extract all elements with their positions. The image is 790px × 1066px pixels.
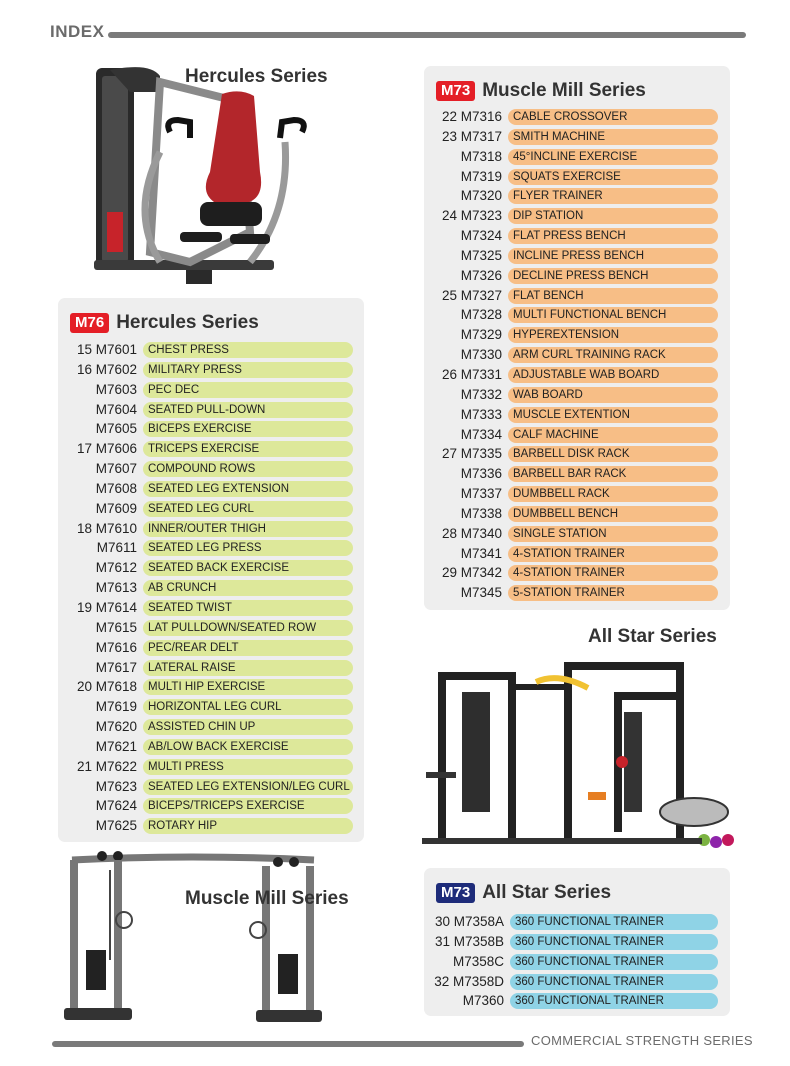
model-number: 20 M7618 (76, 679, 137, 695)
model-number: M7326 (460, 267, 502, 283)
model-number: M7358C (452, 953, 504, 969)
model-number: M7320 (460, 188, 502, 204)
product-name: HORIZONTAL LEG CURL (143, 699, 353, 715)
model-number: M7330 (460, 347, 502, 363)
product-name: FLAT BENCH (508, 288, 718, 304)
list-item (424, 186, 730, 206)
product-name: 5-STATION TRAINER (508, 585, 718, 601)
list-item (58, 499, 364, 519)
model-number: M7617 (95, 659, 137, 675)
product-name: MILITARY PRESS (143, 362, 353, 378)
header-rule (108, 32, 746, 38)
list-item (58, 380, 364, 400)
model-number: M7625 (95, 818, 137, 834)
product-name: 360 FUNCTIONAL TRAINER (510, 954, 718, 970)
product-name: SEATED PULL-DOWN (143, 402, 353, 418)
model-number: M7325 (460, 247, 502, 263)
list-item (58, 360, 364, 380)
list-item (424, 127, 730, 147)
list-item (58, 796, 364, 816)
list-item (58, 400, 364, 420)
product-name: CHEST PRESS (143, 342, 353, 358)
list-item (58, 816, 364, 836)
muscle-mill-product-list (424, 107, 730, 603)
product-name: DECLINE PRESS BENCH (508, 268, 718, 284)
model-number: M7616 (95, 639, 137, 655)
model-number: 27 M7335 (441, 446, 502, 462)
product-name: SEATED LEG CURL (143, 501, 353, 517)
model-number: M7608 (95, 480, 137, 496)
product-name: BICEPS/TRICEPS EXERCISE (143, 798, 353, 814)
product-name: AB/LOW BACK EXERCISE (143, 739, 353, 755)
model-number: M7319 (460, 168, 502, 184)
model-number: M7605 (95, 421, 137, 437)
model-number: 18 M7610 (76, 520, 137, 536)
hercules-series-panel (58, 298, 364, 842)
product-name: FLAT PRESS BENCH (508, 228, 718, 244)
functional-trainer-photo (418, 652, 736, 858)
list-item (424, 972, 730, 992)
series-badge: M73 (436, 883, 475, 903)
list-item (58, 459, 364, 479)
hercules-panel-header (70, 312, 259, 334)
model-number: M7613 (95, 580, 137, 596)
muscle-mill-panel-header (436, 80, 646, 102)
chest-press-machine-photo (90, 62, 308, 292)
model-number: 24 M7323 (441, 208, 502, 224)
product-name: SEATED BACK EXERCISE (143, 560, 353, 576)
index-heading: INDEX (50, 22, 105, 41)
product-name: SINGLE STATION (508, 526, 718, 542)
product-name: COMPOUND ROWS (143, 461, 353, 477)
list-item (424, 464, 730, 484)
model-number: M7609 (95, 500, 137, 516)
list-item (424, 544, 730, 564)
model-number: 16 M7602 (76, 361, 137, 377)
model-number: M7341 (460, 545, 502, 561)
model-number: M7604 (95, 401, 137, 417)
model-number: 29 M7342 (441, 565, 502, 581)
model-number: 30 M7358A (434, 914, 504, 929)
product-name: DUMBBELL RACK (508, 486, 718, 502)
model-number: M7360 (462, 993, 504, 1009)
list-item (58, 538, 364, 558)
product-name: FLYER TRAINER (508, 188, 718, 204)
list-item (58, 757, 364, 777)
list-item (424, 444, 730, 464)
list-item (424, 107, 730, 127)
model-number: M7612 (95, 560, 137, 576)
product-name: HYPEREXTENSION (508, 327, 718, 343)
product-name: ADJUSTABLE WAB BOARD (508, 367, 718, 383)
product-name: PEC/REAR DELT (143, 640, 353, 656)
model-number: 26 M7331 (441, 366, 502, 382)
list-item (58, 558, 364, 578)
model-number: 22 M7316 (441, 109, 502, 124)
footer-title: COMMERCIAL STRENGTH SERIES (531, 1033, 753, 1048)
product-name: INNER/OUTER THIGH (143, 521, 353, 537)
list-item (424, 345, 730, 365)
all-star-series-panel (424, 868, 730, 1016)
product-name: 4-STATION TRAINER (508, 546, 718, 562)
all-star-product-list (424, 912, 730, 1011)
product-name: CALF MACHINE (508, 427, 718, 443)
list-item (58, 638, 364, 658)
product-name: PEC DEC (143, 382, 353, 398)
series-badge: M73 (436, 81, 475, 101)
list-item (424, 246, 730, 266)
list-item (424, 325, 730, 345)
product-name: BARBELL DISK RACK (508, 446, 718, 462)
product-name: AB CRUNCH (143, 580, 353, 596)
list-item (424, 226, 730, 246)
list-item (58, 717, 364, 737)
product-name: 360 FUNCTIONAL TRAINER (510, 993, 718, 1009)
product-name: LATERAL RAISE (143, 660, 353, 676)
footer-rule (52, 1041, 524, 1047)
product-name: DUMBBELL BENCH (508, 506, 718, 522)
product-name: 4-STATION TRAINER (508, 565, 718, 581)
list-item (424, 365, 730, 385)
list-item (424, 405, 730, 425)
product-name: 45°INCLINE EXERCISE (508, 149, 718, 165)
product-name: TRICEPS EXERCISE (143, 441, 353, 457)
product-name: WAB BOARD (508, 387, 718, 403)
series-title: Hercules Series (116, 312, 259, 333)
muscle-mill-photo-title: Muscle Mill Series (185, 888, 349, 909)
model-number: M7318 (460, 148, 502, 164)
product-name: INCLINE PRESS BENCH (508, 248, 718, 264)
model-number: M7324 (460, 228, 502, 244)
model-number: M7621 (95, 738, 137, 754)
product-name: SEATED TWIST (143, 600, 353, 616)
list-item (58, 340, 364, 360)
product-name: MUSCLE EXTENTION (508, 407, 718, 423)
model-number: 19 M7614 (76, 599, 137, 615)
product-name: MULTI PRESS (143, 759, 353, 775)
list-item (424, 167, 730, 187)
list-item (58, 519, 364, 539)
product-name: ASSISTED CHIN UP (143, 719, 353, 735)
list-item (58, 419, 364, 439)
model-number: 28 M7340 (441, 525, 502, 541)
model-number: M7345 (460, 585, 502, 601)
list-item (424, 266, 730, 286)
series-title: Muscle Mill Series (482, 80, 646, 101)
all-star-photo-title: All Star Series (588, 626, 717, 647)
product-name: SEATED LEG EXTENSION (143, 481, 353, 497)
list-item (424, 504, 730, 524)
model-number: 17 M7606 (76, 441, 137, 457)
model-number: M7336 (460, 466, 502, 482)
model-number: M7332 (460, 386, 502, 402)
list-item (424, 912, 730, 932)
product-name: LAT PULLDOWN/SEATED ROW (143, 620, 353, 636)
cable-crossover-photo (62, 850, 324, 1028)
model-number: M7328 (460, 307, 502, 323)
list-item (424, 484, 730, 504)
model-number: M7333 (460, 406, 502, 422)
product-name: SQUATS EXERCISE (508, 169, 718, 185)
list-item (58, 618, 364, 638)
list-item (424, 583, 730, 603)
list-item (424, 385, 730, 405)
hercules-photo-title: Hercules Series (185, 66, 328, 87)
model-number: M7611 (96, 540, 137, 556)
model-number: M7607 (95, 461, 137, 477)
product-name: SEATED LEG EXTENSION/LEG CURL (143, 779, 353, 795)
list-item (424, 932, 730, 952)
product-name: ARM CURL TRAINING RACK (508, 347, 718, 363)
list-item (58, 578, 364, 598)
model-number: 21 M7622 (76, 758, 137, 774)
product-name: BICEPS EXERCISE (143, 421, 353, 437)
model-number: M7620 (95, 719, 137, 735)
list-item (58, 777, 364, 797)
model-number: M7615 (95, 619, 137, 635)
model-number: 25 M7327 (441, 287, 502, 303)
product-name: 360 FUNCTIONAL TRAINER (510, 914, 718, 930)
list-item (58, 479, 364, 499)
product-name: SMITH MACHINE (508, 129, 718, 145)
list-item (424, 991, 730, 1011)
list-item (424, 305, 730, 325)
model-number: 31 M7358B (434, 933, 504, 949)
all-star-panel-header (436, 882, 611, 904)
model-number: M7623 (95, 778, 137, 794)
product-name: SEATED LEG PRESS (143, 540, 353, 556)
product-name: ROTARY HIP (143, 818, 353, 834)
list-item (424, 147, 730, 167)
list-item (58, 439, 364, 459)
product-name: 360 FUNCTIONAL TRAINER (510, 934, 718, 950)
model-number: 32 M7358D (434, 973, 504, 989)
series-title: All Star Series (482, 882, 612, 903)
model-number: M7337 (460, 486, 502, 502)
muscle-mill-series-panel (424, 66, 730, 610)
list-item (424, 425, 730, 445)
model-number: M7619 (95, 699, 137, 715)
product-name: BARBELL BAR RACK (508, 466, 718, 482)
list-item (424, 524, 730, 544)
model-number: M7603 (95, 381, 137, 397)
product-name: MULTI HIP EXERCISE (143, 679, 353, 695)
product-name: DIP STATION (508, 208, 718, 224)
list-item (58, 598, 364, 618)
list-item (58, 697, 364, 717)
series-badge: M76 (70, 313, 109, 333)
list-item (424, 286, 730, 306)
model-number: M7624 (95, 798, 137, 814)
hercules-product-list (58, 340, 364, 836)
list-item (424, 563, 730, 583)
list-item (424, 206, 730, 226)
product-name: MULTI FUNCTIONAL BENCH (508, 307, 718, 323)
list-item (58, 677, 364, 697)
product-name: 360 FUNCTIONAL TRAINER (510, 974, 718, 990)
list-item (58, 658, 364, 678)
model-number: 15 M7601 (76, 342, 137, 357)
model-number: M7329 (460, 327, 502, 343)
list-item (424, 952, 730, 972)
model-number: M7338 (460, 505, 502, 521)
list-item (58, 737, 364, 757)
model-number: 23 M7317 (441, 128, 502, 144)
product-name: CABLE CROSSOVER (508, 109, 718, 125)
model-number: M7334 (460, 426, 502, 442)
